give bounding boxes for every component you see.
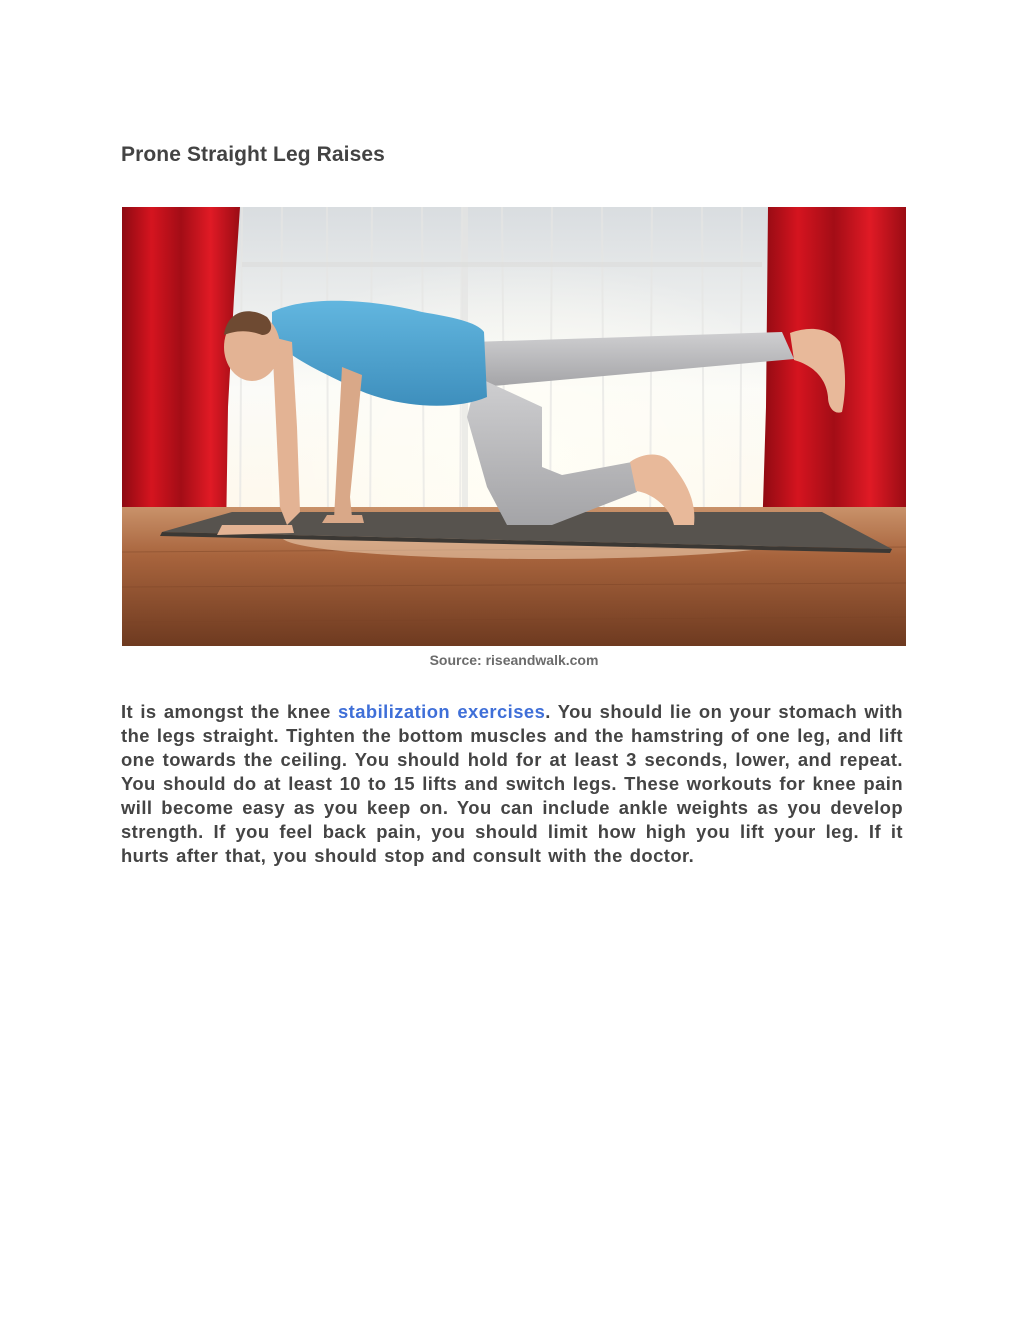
section-heading: Prone Straight Leg Raises [121,143,385,166]
paragraph-text-end: . You should lie on your stomach with the legs straight. Tighten the bottom muscles and the hamstring of one leg, and lift one towards the ceiling. You should hold for at least 3 seconds, lower, and repeat. You should do at least 10 to 15 lifts and switch legs. These workouts for knee pain will become easy as you keep on. You can include ankle weights as you develop strength. If you feel back pain, you should limit how high you lift your leg. If it hurts after that, you should stop and consult with the doctor. [121,701,903,866]
body-paragraph [121,700,903,868]
image-caption: Source: riseandwalk.com [429,652,599,668]
paragraph-text-start: It is amongst the knee [121,701,338,722]
exercise-photo [122,207,906,646]
stabilization-exercises-link[interactable]: stabilization exercises [337,701,546,722]
